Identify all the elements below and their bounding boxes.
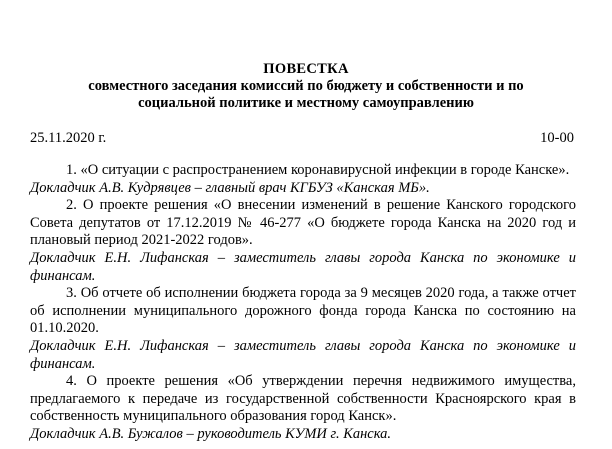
agenda-item-3 bbox=[30, 285, 576, 373]
subtitle-line-1: совместного заседания комиссий по бюджету и собственности и по bbox=[88, 78, 524, 94]
subtitle-line-2: социальной политике и местному самоуправлению bbox=[138, 95, 474, 111]
agenda-item-4 bbox=[30, 373, 576, 443]
document-subtitle bbox=[0, 78, 612, 112]
agenda-item-text: 3. Об отчете об исполнении бюджета города за 9 месяцев 2020 года, а также отчет об исполнении муниципального дорожного фонда города Канска по состоянию на 01.10.2020. bbox=[30, 285, 576, 337]
meeting-date: 25.11.2020 г. bbox=[30, 130, 107, 146]
document-title: ПОВЕСТКА bbox=[263, 61, 349, 77]
meeting-time: 10-00 bbox=[540, 130, 574, 146]
agenda-item-text: 2. О проекте решения «О внесении изменений в решение Канского городского Совета депутатов от 17.12.2019 № 46-277 «О бюджете города Канска на 2020 год и плановый период 2021-2022 годов». bbox=[30, 197, 576, 249]
agenda-item-2 bbox=[30, 197, 576, 285]
agenda-list bbox=[30, 162, 576, 444]
agenda-item-speaker: Докладчик А.В. Бужалов – руководитель КУМИ г. Канска. bbox=[30, 425, 392, 442]
agenda-item-speaker: Докладчик Е.Н. Лифанская – заместитель главы города Канска по экономике и финансам. bbox=[30, 337, 576, 372]
agenda-item-text: 4. О проекте решения «Об утверждении перечня недвижимого имущества, предлагаемого к передаче из государственной собственности Красноярского края в собственность муниципального образования город Канск». bbox=[30, 373, 576, 425]
agenda-item-1 bbox=[30, 162, 576, 197]
agenda-item-speaker: Докладчик Е.Н. Лифанская – заместитель главы города Канска по экономике и финансам. bbox=[30, 249, 576, 284]
agenda-item-text: 1. «О ситуации с распространением коронавирусной инфекции в городе Канске». bbox=[66, 162, 570, 178]
agenda-item-speaker: Докладчик А.В. Кудрявцев – главный врач КГБУЗ «Канская МБ». bbox=[30, 179, 430, 196]
